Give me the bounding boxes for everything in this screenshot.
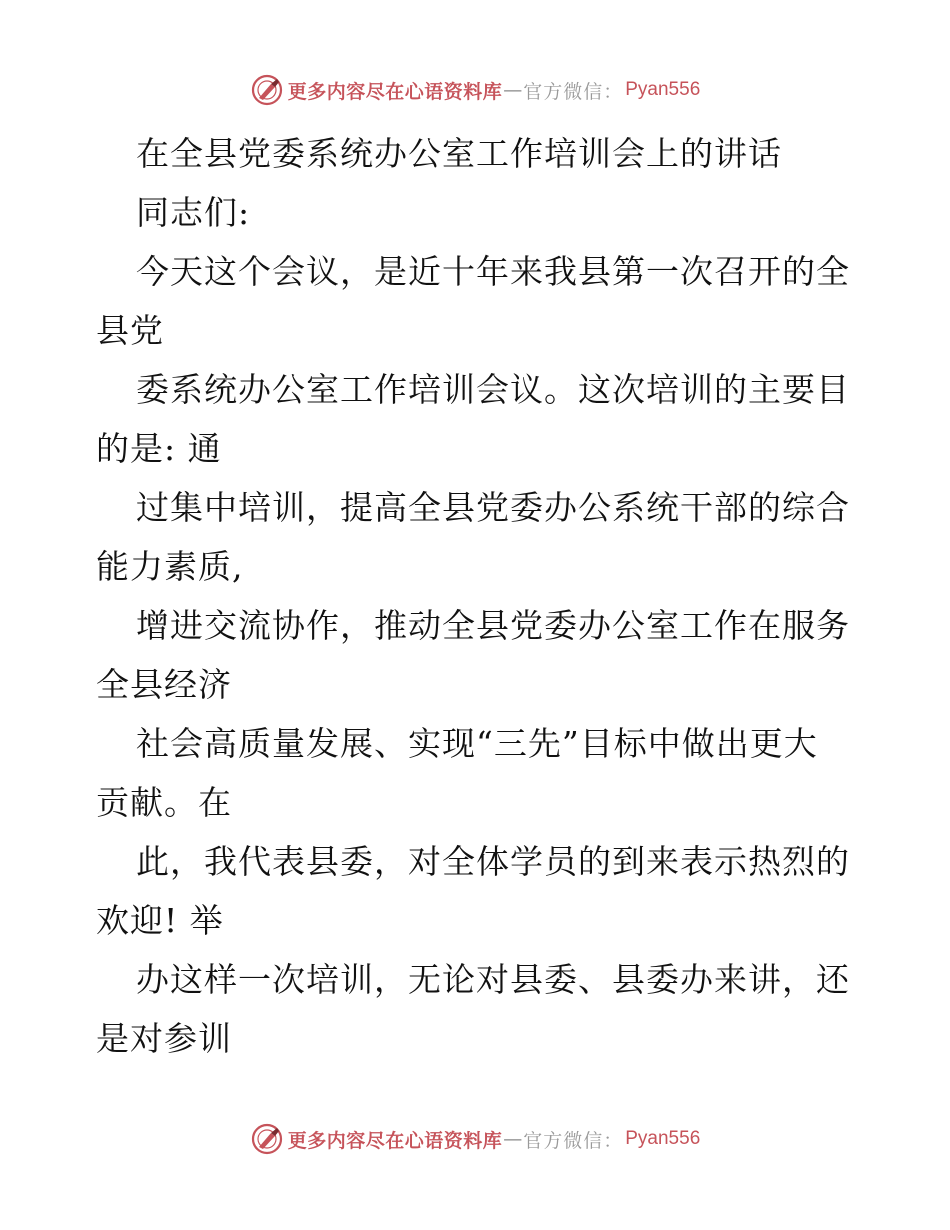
text-line: 县党	[96, 311, 164, 350]
watermark-separator: —	[503, 79, 523, 101]
salutation: 同志们:	[136, 193, 251, 232]
header-watermark	[0, 70, 950, 110]
watermark-separator: —	[503, 1128, 523, 1150]
text-line: 贡献。在	[96, 783, 232, 822]
watermark-brand: 更多内容尽在心语资料库	[287, 1129, 503, 1152]
watermark-wechat-id: Pyan556	[625, 79, 701, 100]
text-line: 委系统办公室工作培训会议。这次培训的主要目	[136, 370, 850, 409]
text-line: 过集中培训，提高全县党委办公系统干部的综合	[136, 488, 850, 527]
text-line: 能力素质,	[96, 547, 244, 586]
text-line: 的是: 通	[96, 429, 222, 468]
watermark-brand: 更多内容尽在心语资料库	[287, 80, 503, 103]
text-line: 办这样一次培训，无论对县委、县委办来讲，还	[136, 960, 850, 999]
text-line: 今天这个会议，是近十年来我县第一次召开的全	[136, 252, 850, 291]
text-line: 欢迎! 举	[96, 901, 224, 940]
pen-nib-logo-icon	[250, 73, 284, 107]
text-line: 此，我代表县委，对全体学员的到来表示热烈的	[136, 842, 850, 881]
pen-nib-logo-icon	[250, 1122, 284, 1156]
watermark-wechat-label: 官方微信：	[523, 1129, 624, 1152]
text-line: 社会高质量发展、实现“三先”目标中做出更大	[136, 724, 818, 763]
watermark-wechat-label: 官方微信：	[523, 80, 624, 103]
document-body	[96, 124, 856, 1068]
text-line: 是对参训	[96, 1019, 232, 1058]
document-title: 在全县党委系统办公室工作培训会上的讲话	[136, 134, 782, 173]
footer-watermark	[0, 1119, 950, 1159]
text-line: 增进交流协作，推动全县党委办公室工作在服务	[136, 606, 850, 645]
watermark-wechat-id: Pyan556	[625, 1128, 701, 1149]
text-line: 全县经济	[96, 665, 232, 704]
